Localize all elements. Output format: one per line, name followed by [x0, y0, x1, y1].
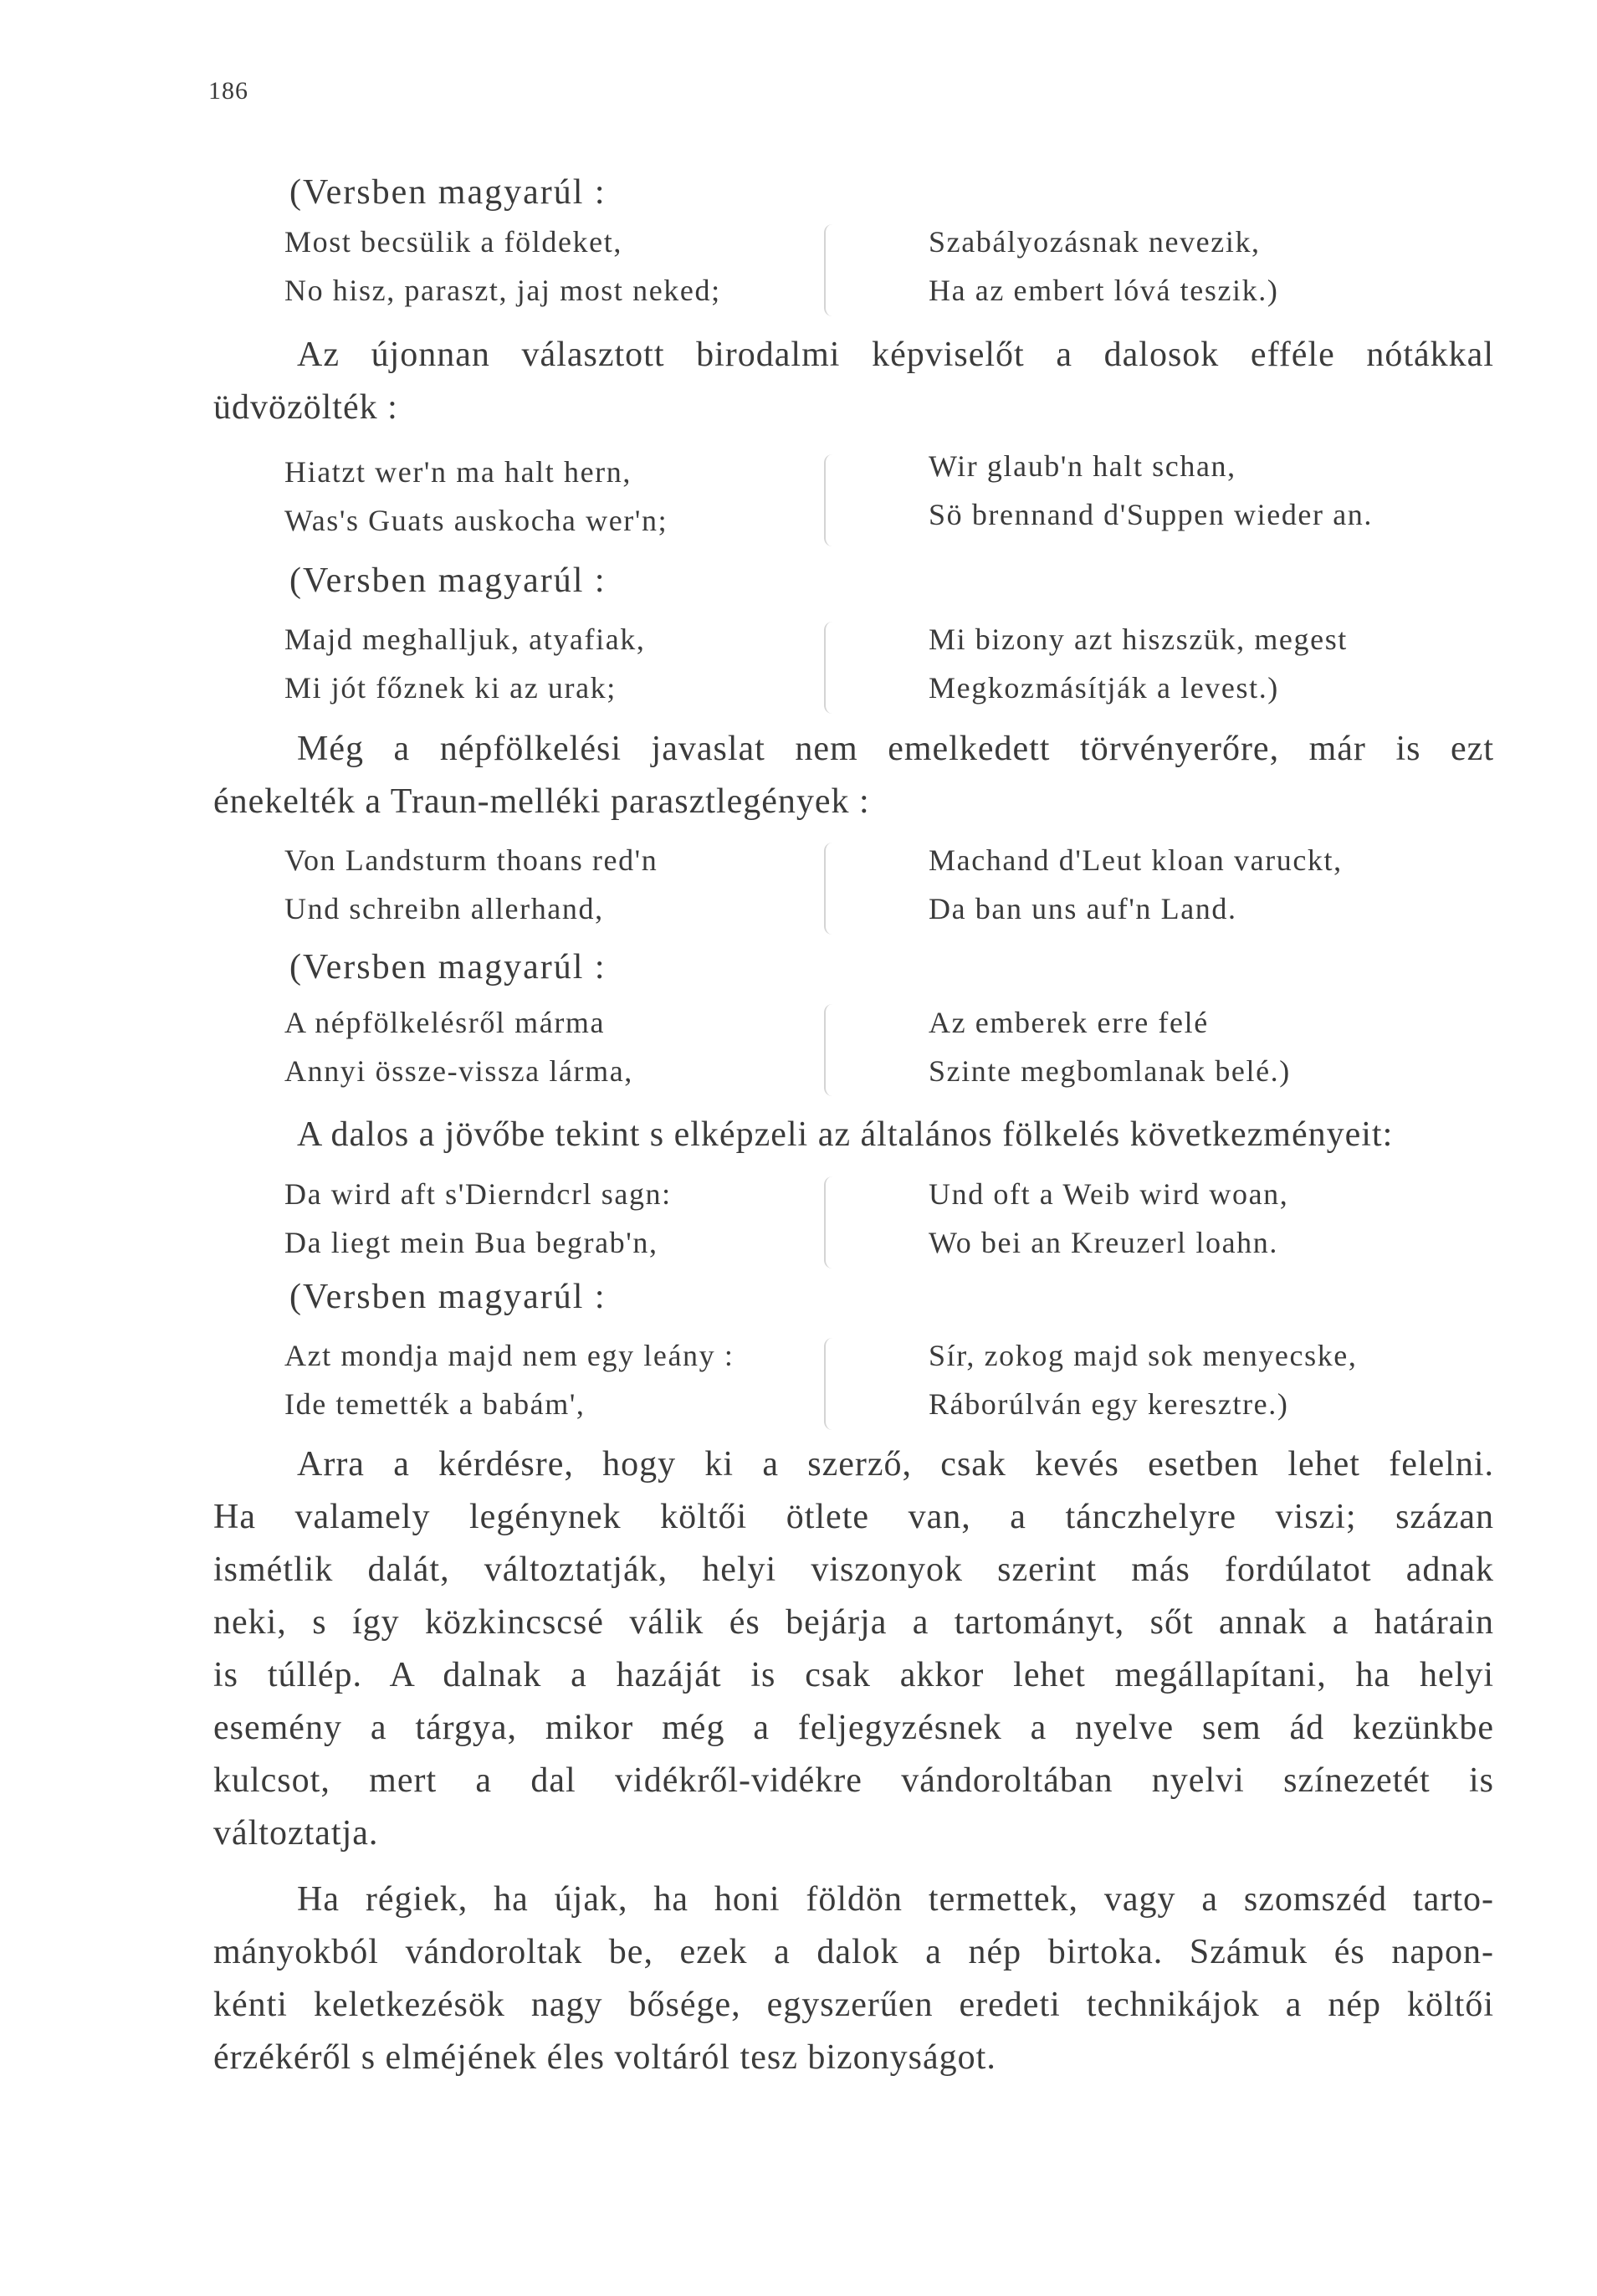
intro-paragraph [213, 723, 1494, 828]
verse-brace [824, 622, 837, 714]
verse-left [284, 448, 668, 545]
verse-left [284, 615, 645, 712]
paragraph-line: A dalos a jövőbe tekint s elképzeli az általános fölkelés következményeit: [297, 1115, 1394, 1154]
intro-paragraph [213, 1109, 1494, 1161]
paragraph-line: Ha valamely legénynek költői ötlete van, a tánczhelyre viszi; százan [213, 1498, 1494, 1536]
verse-left [284, 1331, 734, 1428]
verse-line: Ide temették a babám', [284, 1387, 586, 1421]
intro-paragraph [213, 329, 1494, 434]
verse-line: Azt mondja majd nem egy leány : [284, 1339, 735, 1372]
verse-right [929, 615, 1348, 712]
body-paragraph [213, 1438, 1494, 1860]
verse-left [284, 998, 633, 1095]
verse-line: Szinte megbomlanak belé.) [929, 1054, 1291, 1088]
body-paragraph [213, 1873, 1494, 2084]
verse-caption: (Versben magyarúl : [289, 948, 607, 987]
verse-left [284, 218, 721, 315]
verse-line: No hisz, paraszt, jaj most neked; [284, 274, 721, 307]
verse-caption: (Versben magyarúl : [289, 1278, 607, 1316]
verse-caption: (Versben magyarúl : [289, 561, 607, 600]
paragraph-line: érzékéről s elméjének éles voltáról tesz bizonyságot. [213, 2038, 996, 2077]
verse-line: Von Landsturm thoans red'n [284, 843, 658, 877]
verse-line: Was's Guats auskocha wer'n; [284, 504, 668, 537]
verse-right [929, 998, 1291, 1095]
verse-line: Megkozmásítják a levest.) [929, 671, 1279, 705]
paragraph-line: kulcsot, mert a dal vidékről-vidékre vándoroltában nyelvi színezetét is [213, 1761, 1494, 1800]
paragraph-line: üdvözölték : [213, 388, 398, 427]
paragraph-line: ismétlik dalát, változtatják, helyi viszonyok szerint más fordúlatot adnak [213, 1550, 1494, 1589]
verse-left [284, 1170, 672, 1267]
paragraph-line: énekelték a Traun-melléki parasztlegények : [213, 782, 870, 821]
page-number: 186 [208, 77, 248, 105]
verse-line: Da ban uns auf'n Land. [929, 892, 1237, 925]
verse-line: Da wird aft s'Dierndcrl sagn: [284, 1177, 672, 1211]
verse-brace [824, 1176, 837, 1268]
verse-line: Und schreibn allerhand, [284, 892, 604, 925]
verse-caption: (Versben magyarúl : [289, 173, 607, 212]
paragraph-line: esemény a tárgya, mikor még a feljegyzésnek a nyelve sem ád kezünkbe [213, 1709, 1494, 1747]
paragraph-line: Az újonnan választott birodalmi képviselőt a dalosok efféle nótákkal [297, 336, 1494, 374]
verse-right [929, 1170, 1288, 1267]
verse-brace [824, 224, 837, 316]
verse-line: Sö brennand d'Suppen wieder an. [929, 498, 1373, 531]
paragraph-line: is túllép. A dalnak a hazáját is csak akkor lehet megállapítani, ha helyi [213, 1656, 1494, 1694]
verse-line: Hiatzt wer'n ma halt hern, [284, 455, 632, 489]
verse-line: Szabályozásnak nevezik, [929, 225, 1261, 259]
verse-right [929, 836, 1343, 933]
verse-left [284, 836, 658, 933]
paragraph-line: mányokból vándoroltak be, ezek a dalok a nép birtoka. Számuk és napon- [213, 1933, 1494, 1971]
verse-line: A népfölkelésről márma [284, 1006, 606, 1039]
verse-line: Mi bizony azt hiszszük, megest [929, 623, 1348, 656]
verse-line: Wir glaub'n halt schan, [929, 449, 1236, 483]
verse-line: Sír, zokog majd sok menyecske, [929, 1339, 1358, 1372]
verse-line: Annyi össze-vissza lárma, [284, 1054, 633, 1088]
verse-line: Most becsülik a földeket, [284, 225, 622, 259]
verse-line: Da liegt mein Bua begrab'n, [284, 1226, 658, 1259]
paragraph-line: Arra a kérdésre, hogy ki a szerző, csak kevés esetben lehet felelni. [297, 1445, 1494, 1484]
verse-line: Und oft a Weib wird woan, [929, 1177, 1289, 1211]
verse-line: Ha az embert lóvá teszik.) [929, 274, 1279, 307]
verse-right [929, 442, 1373, 539]
verse-brace [824, 1338, 837, 1430]
verse-line: Machand d'Leut kloan varuckt, [929, 843, 1343, 877]
verse-right [929, 1331, 1357, 1428]
verse-line: Wo bei an Kreuzerl loahn. [929, 1226, 1278, 1259]
verse-line: Ráborúlván egy keresztre.) [929, 1387, 1289, 1421]
paragraph-line: Ha régiek, ha újak, ha honi földön termettek, vagy a szomszéd tarto- [297, 1880, 1494, 1919]
verse-line: Majd meghalljuk, atyafiak, [284, 623, 646, 656]
verse-brace [824, 843, 837, 935]
verse-right [929, 218, 1278, 315]
verse-line: Az emberek erre felé [929, 1006, 1209, 1039]
paragraph-line: neki, s így közkincscsé válik és bejárja a tartományt, sőt annak a határain [213, 1603, 1494, 1642]
paragraph-line: változtatja. [213, 1814, 379, 1853]
verse-brace [824, 1004, 837, 1096]
verse-brace [824, 454, 837, 546]
paragraph-line: kénti keletkezésök nagy bősége, egyszerűen eredeti technikájok a nép költői [213, 1986, 1494, 2024]
paragraph-line: Még a népfölkelési javaslat nem emelkedett törvényerőre, már is ezt [297, 730, 1494, 768]
verse-line: Mi jót főznek ki az urak; [284, 671, 617, 705]
